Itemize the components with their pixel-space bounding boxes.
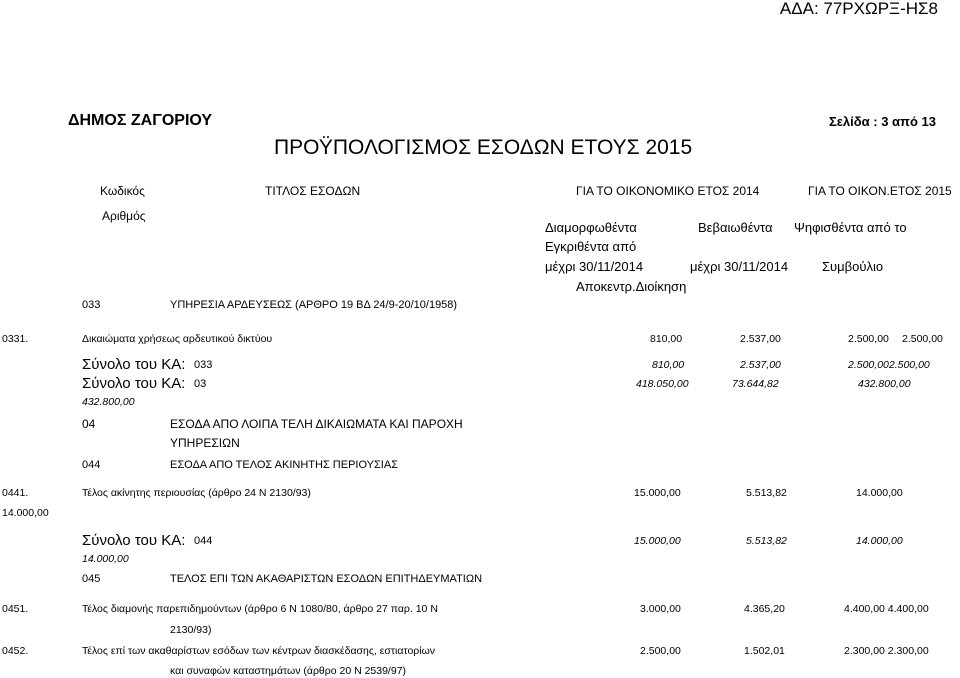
header-col3-line1: Ψηφισθέντα από το xyxy=(794,220,907,235)
row-0441-desc: Τέλος ακίνητης περιουσίας (άρθρο 24 Ν 2130/93) xyxy=(82,487,311,499)
total-044-v2: 5.513,82 xyxy=(746,535,787,547)
header-col2-line1: Βεβαιωθέντα xyxy=(698,220,773,235)
group-04-name-line1: ΕΣΟΔΑ ΑΠΟ ΛΟΙΠΑ ΤΕΛΗ ΔΙΚΑΙΩΜΑΤΑ ΚΑΙ ΠΑΡΟΧΗ xyxy=(170,417,463,431)
page-number: Σελίδα : 3 από 13 xyxy=(828,114,936,129)
row-0441-code: 0441. xyxy=(2,487,29,499)
row-0331-v3: 2.500,00 xyxy=(848,333,889,345)
total-044-code: 044 xyxy=(194,535,213,547)
row-0451-v34: 4.400,00 4.400,00 xyxy=(844,603,929,615)
total-033-v1: 810,00 xyxy=(652,359,685,371)
group-044-name: ΕΣΟΔΑ ΑΠΟ ΤΕΛΟΣ ΑΚΙΝΗΤΗΣ ΠΕΡΙΟΥΣΙΑΣ xyxy=(170,459,399,471)
row-0451-desc-line1: Τέλος διαμονής παρεπιδημούντων (άρθρο 6 Ν 1080/80, άρθρο 27 παρ. 10 Ν xyxy=(82,603,438,615)
header-col1-line3: μέχρι 30/11/2014 xyxy=(545,259,644,274)
row-0452-v34: 2.300,00 2.300,00 xyxy=(844,645,929,657)
total-03-code: 03 xyxy=(194,378,207,390)
total-03-v1: 418.050,00 xyxy=(636,378,689,390)
row-0452-desc-line2: και συναφών καταστημάτων (άρθρο 20 Ν 2539/97) xyxy=(170,665,407,677)
row-0451-v2: 4.365,20 xyxy=(744,603,785,615)
total-044-v4: 14.000,00 xyxy=(82,553,129,565)
header-fy2014: ΓΙΑ ΤΟ ΟΙΚΟΝΟΜΙΚΟ ΕΤΟΣ 2014 xyxy=(576,184,760,198)
header-col1-line2: Εγκριθέντα από xyxy=(545,239,637,254)
row-0331-v2: 2.537,00 xyxy=(740,333,781,345)
header-number: Αριθμός xyxy=(102,209,146,223)
row-0452-v2: 1.502,01 xyxy=(744,645,785,657)
row-0441-v3: 14.000,00 xyxy=(856,487,903,499)
total-044-v1: 15.000,00 xyxy=(634,535,681,547)
total-033-code: 033 xyxy=(194,359,213,371)
row-0331-code: 0331. xyxy=(2,333,29,345)
header-col1-line1: Διαμορφωθέντα xyxy=(545,220,637,235)
total-033-v34: 2.500,002.500,00 xyxy=(848,359,930,371)
row-0451-v1: 3.000,00 xyxy=(640,603,681,615)
group-04-code: 04 xyxy=(82,417,96,431)
row-0331-desc: Δικαιώματα χρήσεως αρδευτικού δικτύου xyxy=(82,333,273,345)
municipality-name: ΔΗΜΟΣ ΖΑΓΟΡΙΟΥ xyxy=(68,112,213,129)
service-name: ΥΠΗΡΕΣΙΑ ΑΡΔΕΥΣΕΩΣ (ΑΡΘΡΟ 19 ΒΔ 24/9-20/10/1958) xyxy=(170,299,458,311)
row-0451-desc-line2: 2130/93) xyxy=(170,624,212,636)
total-03-v3: 432.800,00 xyxy=(858,378,911,390)
header-fy2015: ΓΙΑ ΤΟ ΟΙΚΟΝ.ΕΤΟΣ 2015 xyxy=(808,184,952,198)
total-033-v2: 2.537,00 xyxy=(740,359,781,371)
row-0441-v2: 5.513,82 xyxy=(746,487,787,499)
group-04-name-line2: ΥΠΗΡΕΣΙΩΝ xyxy=(170,436,240,450)
row-0331-v1: 810,00 xyxy=(650,333,683,345)
header-col3-line3: Συμβούλιο xyxy=(822,259,884,274)
row-0452-v1: 2.500,00 xyxy=(640,645,681,657)
header-title: ΤΙΤΛΟΣ ΕΣΟΔΩΝ xyxy=(265,184,361,198)
row-0451-code: 0451. xyxy=(2,603,29,615)
group-044-code: 044 xyxy=(82,459,101,471)
row-0441-v1: 15.000,00 xyxy=(634,487,681,499)
row-0331-v4: 2.500,00 xyxy=(902,333,943,345)
total-03-label: Σύνολο του ΚΑ: xyxy=(82,375,186,392)
total-044-v3: 14.000,00 xyxy=(856,535,903,547)
group-045-code: 045 xyxy=(82,573,101,585)
total-03-v4: 432.800,00 xyxy=(82,396,135,408)
total-03-v2: 73.644,82 xyxy=(732,378,779,390)
header-code: Κωδικός xyxy=(100,184,145,198)
row-0441-v4: 14.000,00 xyxy=(2,507,49,519)
row-0452-code: 0452. xyxy=(2,645,29,657)
page-title: ΠΡΟΫΠΟΛΟΓΙΣΜΟΣ ΕΣΟΔΩΝ ΕΤΟΥΣ 2015 xyxy=(274,136,693,159)
total-044-label: Σύνολο του ΚΑ: xyxy=(82,532,186,549)
service-code: 033 xyxy=(82,299,101,311)
header-col2-line3: μέχρι 30/11/2014 xyxy=(690,259,789,274)
row-0452-desc-line1: Τέλος επί των ακαθαρίστων εσόδων των κέντρων διασκέδασης, εστιατορίων xyxy=(82,645,436,657)
group-045-name: ΤΕΛΟΣ ΕΠΙ ΤΩΝ ΑΚΑΘΑΡΙΣΤΩΝ ΕΣΟΔΩΝ ΕΠΙΤΗΔΕΥΜΑΤΙΩΝ xyxy=(170,573,483,585)
ada-code: ΑΔΑ: 77ΡΧΩΡΞ-ΗΣ8 xyxy=(779,0,938,18)
header-col1-line4: Αποκεντρ.Διοίκηση xyxy=(576,279,687,294)
total-033-label: Σύνολο του ΚΑ: xyxy=(82,356,186,373)
